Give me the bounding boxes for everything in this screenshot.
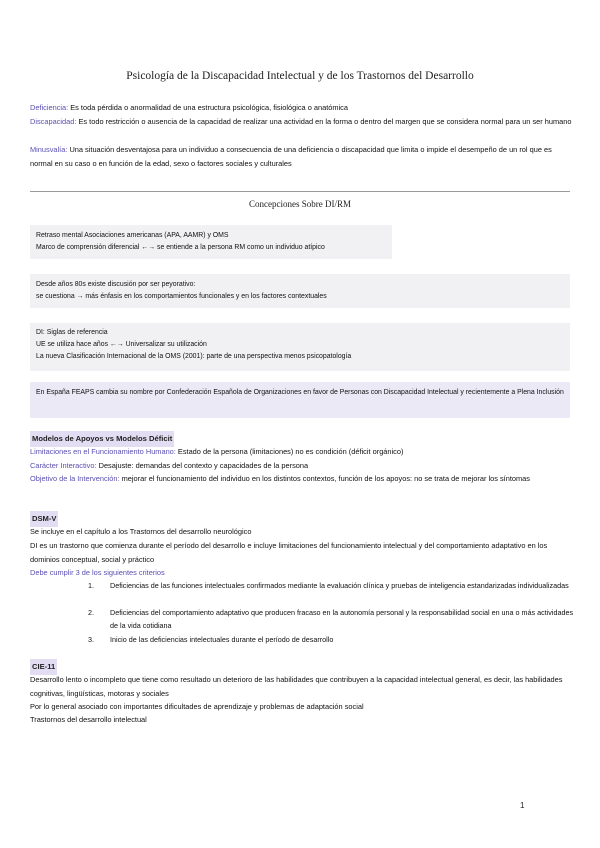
criteria-item [88, 633, 578, 646]
highlighted-heading: CIE-11 [30, 659, 57, 675]
item-label: Carácter Interactivo: [30, 461, 97, 470]
box-line: Marco de comprensión diferencial ←→ se entiende a la persona RM como un individuo atípico [36, 244, 325, 251]
cie-line: Trastornos del desarrollo intelectual [30, 715, 147, 724]
box-line: DI: Siglas de referencia [36, 329, 108, 336]
definition-minusvalia [30, 143, 575, 170]
dsm-line: Se incluye en el capítulo a los Trastornos del desarrollo neurológico [30, 527, 252, 536]
definition-label: Deficiencia: [30, 103, 69, 112]
section-title-concepciones: Concepciones Sobre DI/RM [249, 199, 351, 209]
definition-label: Discapacidad: [30, 117, 77, 126]
section-divider [30, 191, 570, 192]
definition-discapacidad [30, 115, 575, 129]
info-box-siglas [30, 323, 570, 371]
definition-label: Minusvalía: [30, 145, 68, 154]
page-number: 1 [520, 801, 525, 810]
item-label: Objetivo de la Intervención: [30, 474, 120, 483]
dsm-line: DI es un trastorno que comienza durante el período del desarrollo e incluye limitaciones del funcionamiento intelectual y del comportamiento adaptativo en los dominios conceptual, social y práctico [30, 541, 548, 564]
cie-line: Desarrollo lento o incompleto que tiene como resultado un deterioro de las habilidades que contribuyen a la capacidad intelectual general, es decir, las habilidades cognitivas, lingüísticas, motoras y sociales [30, 675, 563, 698]
criteria-text: Deficiencias del comportamiento adaptativo que producen fracaso en la autonomía personal y la responsabilidad social en una o más actividades de la vida cotidiana [110, 608, 574, 630]
box-line: Retraso mental Asociaciones americanas (APA, AAMR) y OMS [36, 232, 229, 239]
criteria-text: Deficiencias de las funciones intelectuales confirmados mediante la evaluación clínica y pruebas de inteligencia estandarizadas individualizadas [110, 581, 569, 590]
highlighted-heading: Modelos de Apoyos vs Modelos Déficit [30, 431, 174, 447]
criteria-number: 2. [88, 608, 94, 617]
modelos-item [30, 459, 575, 473]
definition-deficiencia [30, 101, 575, 115]
item-text: Desajuste: demandas del contexto y capacidades de la persona [96, 461, 309, 470]
definition-text: Una situación desventajosa para un individuo a consecuencia de una deficiencia o discapacidad que limita o impide el desempeño de un rol que es normal en su caso o en función de la edad, sexo o factores sociales y culturales [30, 145, 552, 168]
box-line: La nueva Clasificación Internacional de la OMS (2001): parte de una perspectiva menos psicopatología [36, 353, 352, 360]
definition-text: Es toda pérdida o anormalidad de una estructura psicológica, fisiológica o anatómica [68, 103, 348, 112]
criteria-item [88, 579, 578, 592]
cie-line: Por lo general asociado con importantes dificultades de aprendizaje y problemas de adaptación social [30, 702, 364, 711]
criteria-text: Inicio de las deficiencias intelectuales durante el período de desarrollo [110, 635, 334, 644]
modelos-item [30, 472, 575, 486]
info-box-retraso [30, 225, 392, 259]
criteria-number: 1. [88, 581, 94, 590]
criteria-number: 3. [88, 635, 94, 644]
item-text: Estado de la persona (limitaciones) no es condición (déficit orgánico) [175, 447, 404, 456]
definition-text: Es todo restricción o ausencia de la capacidad de realizar una actividad en la forma o dentro del margen que se considera normal para un ser humano [76, 117, 572, 126]
criteria-item [88, 606, 578, 632]
dsm-criteria-label: Debe cumplir 3 de los siguientes criterios [30, 568, 165, 577]
highlighted-heading: DSM-V [30, 511, 58, 527]
box-line: UE se utiliza hace años ←→ Universalizar su utilización [36, 341, 207, 348]
item-text: mejorar el funcionamiento del individuo en los distintos contextos, función de los apoyos: no se trata de mejorar los síntomas [119, 474, 530, 483]
box-line: se cuestiona → más énfasis en los comportamientos funcionales y en los factores contextuales [36, 293, 327, 300]
modelos-item [30, 445, 575, 459]
info-box-discusion [30, 274, 570, 308]
item-label: Limitaciones en el Funcionamiento Humano: [30, 447, 176, 456]
info-box-feaps [30, 382, 570, 418]
page-title: Psicología de la Discapacidad Intelectual y de los Trastornos del Desarrollo [126, 70, 474, 82]
box-line: En España FEAPS cambia su nombre por Confederación Española de Organizaciones en favor de Personas con Discapacidad Intelectual y recientemente a Plena Inclusión [36, 389, 564, 396]
box-line: Desde años 80s existe discusión por ser peyorativo: [36, 281, 196, 288]
